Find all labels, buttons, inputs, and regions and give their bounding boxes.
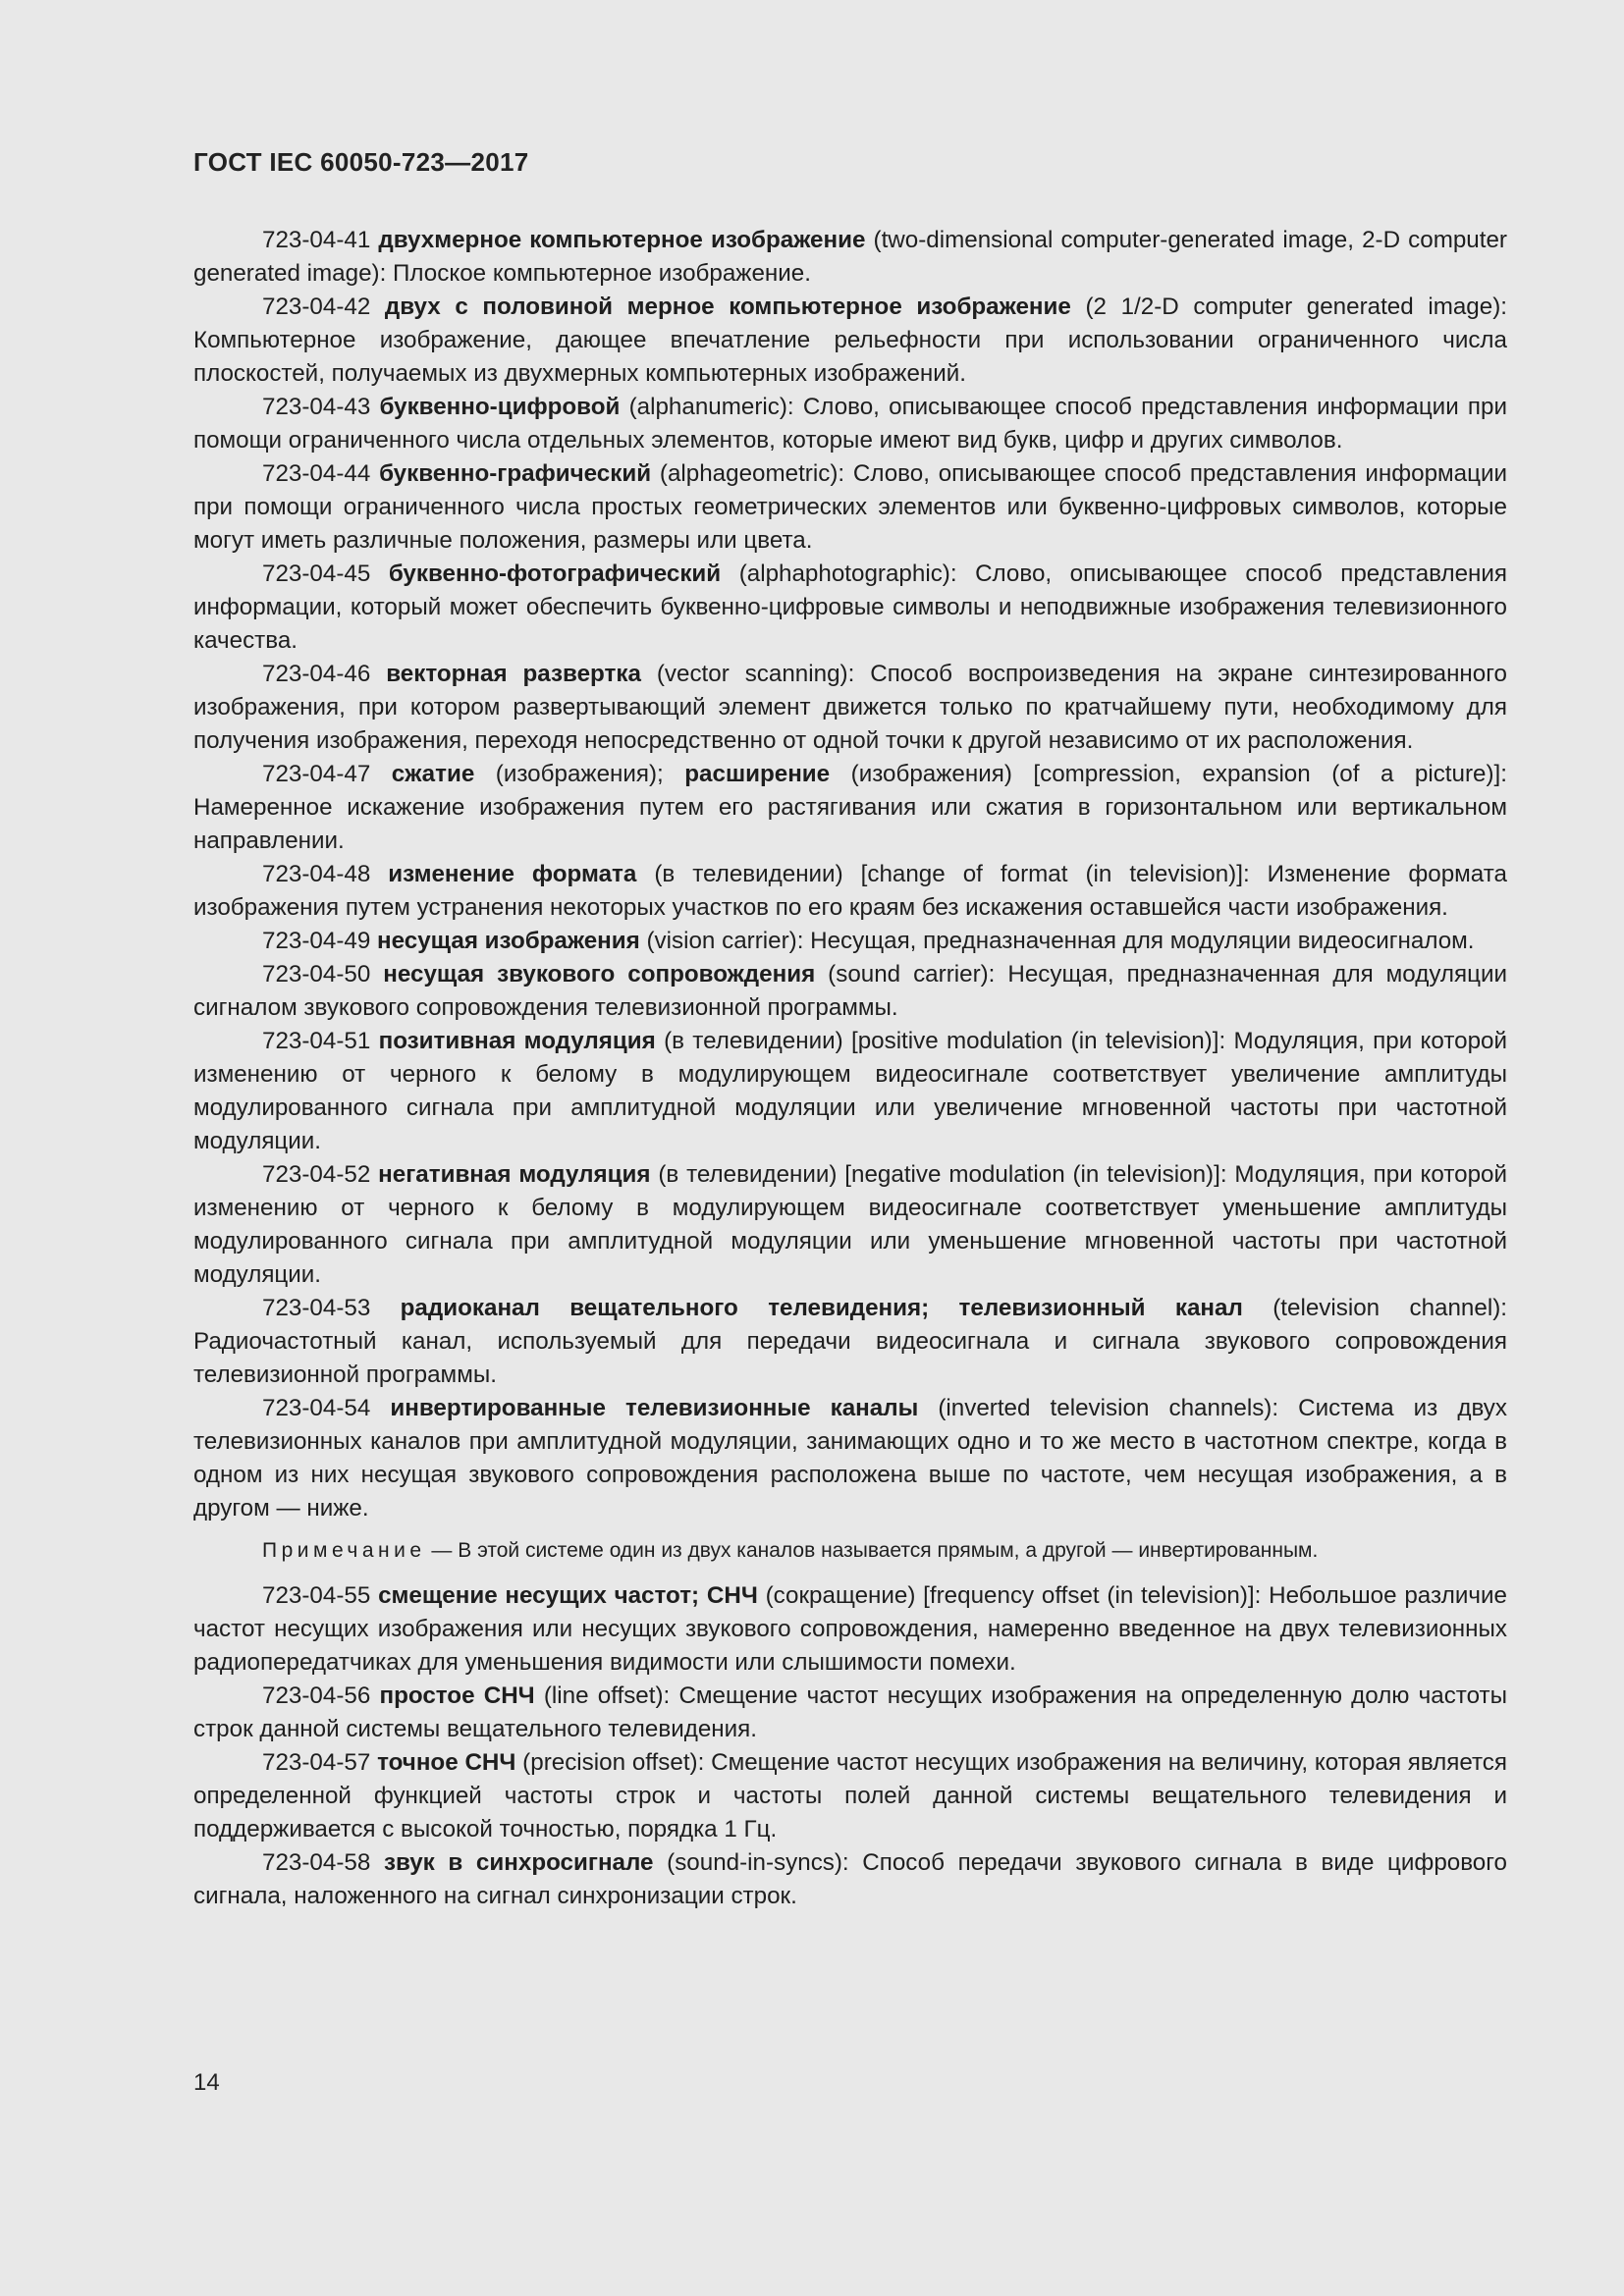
entry-definition: (two-dimensional computer-generated image, 2-D computer generated image): Плоское компьютерное изображение. (193, 227, 1507, 287)
term-entry-723-04-48 (193, 858, 1507, 925)
entry-definition: (в телевидении) [change of format (in television)]: Изменение формата изображения путем устранения некоторых участков по его краям без искажения оставшейся части изображения. (193, 861, 1507, 921)
entry-term: несущая звукового сопровождения (383, 961, 816, 988)
note-text: — В этой системе один из двух каналов называется прямым, а другой — инвертированным. (425, 1539, 1319, 1562)
entry-definition: (alphaphotographic): Слово, описывающее способ представления информации, который может обеспечить буквенно-цифровые символы и неподвижные изображения телевизионного качества. (193, 561, 1507, 654)
entry-term: смещение несущих частот; СНЧ (378, 1582, 758, 1609)
term-entry-723-04-56 (193, 1680, 1507, 1746)
term-entry-723-04-57 (193, 1746, 1507, 1846)
entry-definition: (inverted television channels): Система из двух телевизионных каналов при амплитудной модуляции, занимающих одно и то же место в частотном спектре, когда в одном из них несущая звукового сопровождения расположена выше по частоте, чем несущая изображения, а в другом — ниже. (193, 1395, 1507, 1522)
entry-number: 723-04-57 (262, 1749, 371, 1776)
entry-definition: (vision carrier): Несущая, предназначенная для модуляции видеосигналом. (639, 928, 1475, 954)
term-entry-723-04-45 (193, 558, 1507, 658)
entry-number: 723-04-49 (262, 928, 371, 954)
entry-term-secondary: расширение (684, 761, 831, 787)
entry-definition: (изображения) [compression, expansion (of a picture)]: Намеренное искажение изображения путем его растягивания или сжатия в горизонтальном или вертикальном направлении. (193, 761, 1507, 854)
term-entry-723-04-53 (193, 1292, 1507, 1392)
term-entry-723-04-44 (193, 457, 1507, 558)
entry-number: 723-04-53 (262, 1295, 371, 1321)
entry-number: 723-04-41 (262, 227, 371, 253)
entry-term: двух с половиной мерное компьютерное изображение (384, 294, 1071, 320)
entry-term: точное СНЧ (377, 1749, 516, 1776)
note-paragraph (193, 1536, 1507, 1566)
entry-definition: (vector scanning): Способ воспроизведения на экране синтезированного изображения, при котором развертывающий элемент движется только по кратчайшему пути, необходимому для получения изображения, переходя непосредственно от одной точки к другой независимо от их расположения. (193, 661, 1507, 754)
entry-definition: (в телевидении) [negative modulation (in television)]: Модуляция, при которой изменению от черного к белому в модулирующем видеосигнале соответствует уменьшение амплитуды модулированного сигнала при амплитудной модуляции или уменьшение мгновенной частоты при частотной модуляции. (193, 1161, 1507, 1288)
entry-definition: (2 1/2-D computer generated image): Компьютерное изображение, дающее впечатление рельефности при использовании ограниченного числа плоскостей, получаемых из двухмерных компьютерных изображений. (193, 294, 1507, 387)
term-entry-723-04-42 (193, 291, 1507, 391)
term-entry-723-04-47 (193, 758, 1507, 858)
entry-term: буквенно-фотографический (388, 561, 722, 587)
entry-term: буквенно-цифровой (379, 394, 621, 420)
entry-definition: (sound carrier): Несущая, предназначенная для модуляции сигналом звукового сопровождения телевизионной программы. (193, 961, 1507, 1021)
entry-definition: (в телевидении) [positive modulation (in television)]: Модуляция, при которой изменению от черного к белому в модулирующем видеосигнале соответствует увеличение амплитуды модулированного сигнала при амплитудной модуляции или увеличение мгновенной частоты при частотной модуляции. (193, 1028, 1507, 1154)
entry-number: 723-04-51 (262, 1028, 371, 1054)
entry-number: 723-04-52 (262, 1161, 371, 1188)
entry-term: векторная развертка (386, 661, 641, 687)
entry-term: изменение формата (388, 861, 637, 887)
term-entry-723-04-50 (193, 958, 1507, 1025)
entry-term: простое СНЧ (379, 1682, 535, 1709)
entry-term: несущая изображения (377, 928, 640, 954)
entry-number: 723-04-58 (262, 1849, 371, 1876)
entry-term: инвертированные телевизионные каналы (390, 1395, 919, 1421)
entry-definition: (alphageometric): Слово, описывающее способ представления информации при помощи ограниченного числа простых геометрических элементов или буквенно-цифровых символов, которые могут иметь различные положения, размеры или цвета. (193, 460, 1507, 554)
entry-definition: (alphanumeric): Слово, описывающее способ представления информации при помощи ограниченного числа отдельных элементов, которые имеют вид букв, цифр и других символов. (193, 394, 1507, 454)
entry-term: двухмерное компьютерное изображение (378, 227, 866, 253)
term-entry-723-04-54 (193, 1392, 1507, 1525)
entry-number: 723-04-43 (262, 394, 371, 420)
term-entry-723-04-43 (193, 391, 1507, 457)
entry-definition: (television channel): Радиочастотный канал, используемый для передачи видеосигнала и сигнала звукового сопровождения телевизионной программы. (193, 1295, 1507, 1388)
entry-term: радиоканал вещательного телевидения; телевизионный канал (400, 1295, 1243, 1321)
entry-number: 723-04-47 (262, 761, 371, 787)
term-entry-723-04-55 (193, 1579, 1507, 1680)
entry-term: буквенно-графический (379, 460, 652, 487)
entry-definition: (line offset): Смещение частот несущих изображения на определенную долю частоты строк данной системы вещательного телевидения. (193, 1682, 1507, 1742)
entry-qualifier: (изображения); (474, 761, 685, 787)
entry-term: звук в синхросигнале (383, 1849, 654, 1876)
entry-term: негативная модуляция (378, 1161, 651, 1188)
entry-number: 723-04-55 (262, 1582, 371, 1609)
page-number: 14 (193, 2069, 220, 2096)
term-entry-723-04-58 (193, 1846, 1507, 1913)
entry-number: 723-04-50 (262, 961, 371, 988)
entry-definition: (сокращение) [frequency offset (in television)]: Небольшое различие частот несущих изображения или несущих звукового сопровождения, намеренно введенное на двух телевизионных радиопередатчиках для уменьшения видимости или слышимости помехи. (193, 1582, 1507, 1676)
term-entry-723-04-49 (193, 925, 1507, 958)
entry-number: 723-04-42 (262, 294, 371, 320)
term-entry-723-04-52 (193, 1158, 1507, 1292)
document-header: ГОСТ IEC 60050-723—2017 (193, 147, 529, 177)
entry-number: 723-04-56 (262, 1682, 371, 1709)
entry-number: 723-04-46 (262, 661, 371, 687)
entry-term: сжатие (391, 761, 475, 787)
document-body (193, 224, 1507, 1913)
entry-definition: (precision offset): Смещение частот несущих изображения на величину, которая является определенной функцией частоты строк и частоты полей данной системы вещательного телевидения и поддерживается с высокой точностью, порядка 1 Гц. (193, 1749, 1507, 1842)
note-label: Примечание (262, 1539, 426, 1562)
term-entry-723-04-46 (193, 658, 1507, 758)
entry-number: 723-04-54 (262, 1395, 371, 1421)
entry-number: 723-04-48 (262, 861, 371, 887)
entry-definition: (sound-in-syncs): Способ передачи звукового сигнала в виде цифрового сигнала, наложенного на сигнал синхронизации строк. (193, 1849, 1507, 1909)
entry-number: 723-04-45 (262, 561, 371, 587)
entry-number: 723-04-44 (262, 460, 371, 487)
term-entry-723-04-41 (193, 224, 1507, 291)
term-entry-723-04-51 (193, 1025, 1507, 1158)
entry-term: позитивная модуляция (378, 1028, 656, 1054)
